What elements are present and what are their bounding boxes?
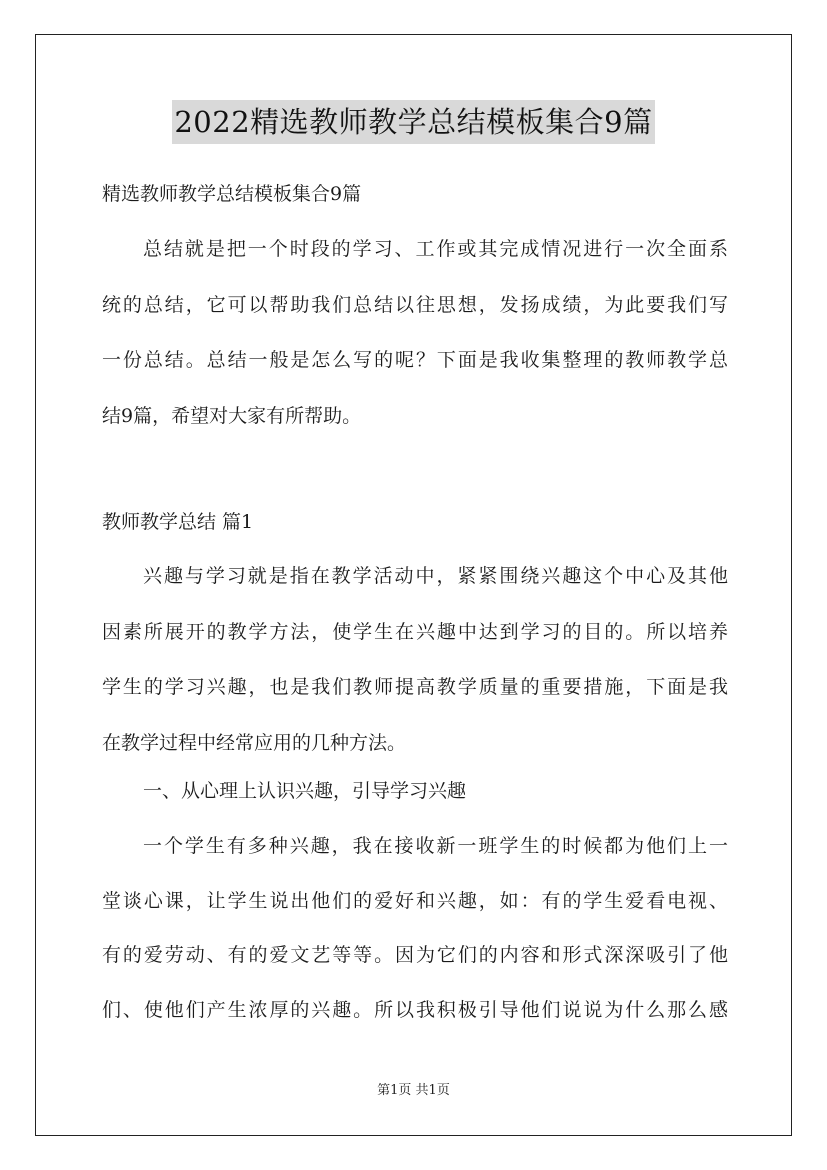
intro-line-1: 总结就是把一个时段的学习、工作或其完成情况进行一次全面系 <box>143 238 728 260</box>
document-title: 2022精选教师教学总结模板集合9篇 <box>172 100 654 144</box>
para1-line-1: 兴趣与学习就是指在教学活动中，紧紧围绕兴趣这个中心及其他 <box>143 565 728 587</box>
intro-line-3: 一份总结。总结一般是怎么写的呢？下面是我收集整理的教师教学总 <box>102 349 728 371</box>
page-footer: 第1页 共1页 <box>377 1083 450 1098</box>
point-heading: 一、从心理上认识兴趣，引导学习兴趣 <box>143 780 467 802</box>
para2-line-3: 有的爱劳动、有的爱文艺等等。因为它们的内容和形式深深吸引了他 <box>102 944 728 966</box>
para2-line-2: 堂谈心课，让学生说出他们的爱好和兴趣，如：有的学生爱看电视、 <box>102 890 728 912</box>
para1-line-3: 学生的学习兴趣，也是我们教师提高教学质量的重要措施，下面是我 <box>102 676 728 698</box>
intro-line-2: 统的总结，它可以帮助我们总结以往思想，发扬成绩，为此要我们写 <box>102 294 728 316</box>
para1-line-2: 因素所展开的教学方法，使学生在兴趣中达到学习的目的。所以培养 <box>102 621 728 643</box>
intro-line-4: 结9篇，希望对大家有所帮助。 <box>102 405 362 427</box>
para2-line-4: 们、使他们产生浓厚的兴趣。所以我积极引导他们说说为什么那么感 <box>102 999 728 1021</box>
title-wrap <box>0 100 827 144</box>
section-heading: 教师教学总结 篇1 <box>102 511 254 533</box>
para1-line-4: 在教学过程中经常应用的几种方法。 <box>102 732 407 754</box>
para2-line-1: 一个学生有多种兴趣，我在接收新一班学生的时候都为他们上一 <box>143 835 728 857</box>
document-subtitle: 精选教师教学总结模板集合9篇 <box>102 183 362 205</box>
